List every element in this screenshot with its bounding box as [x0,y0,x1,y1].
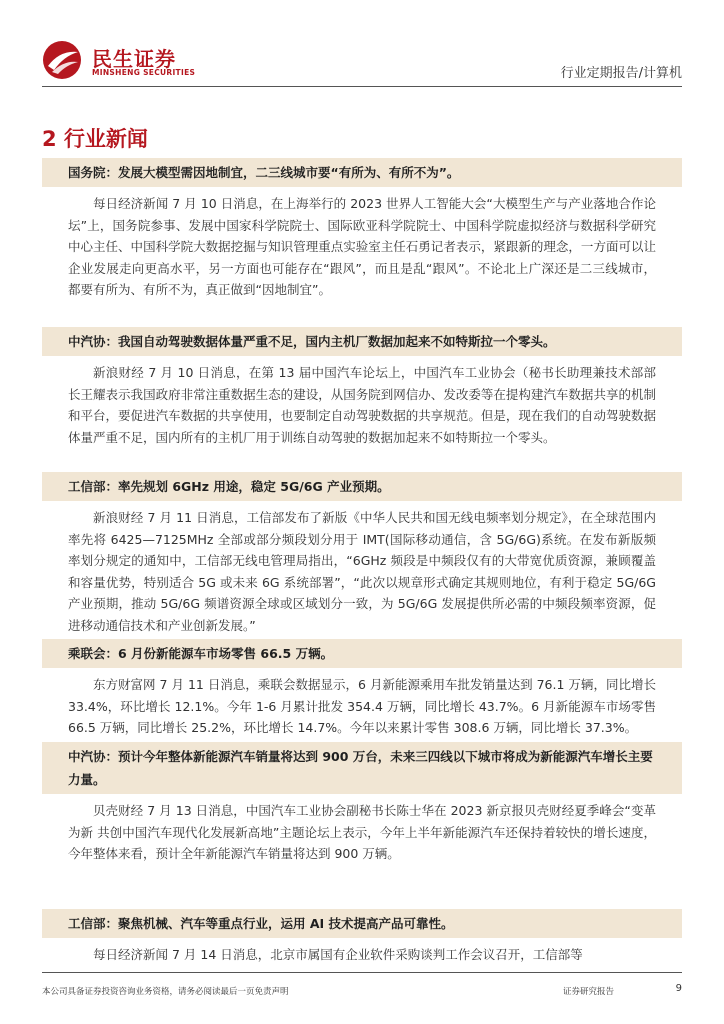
page-header [0,0,724,95]
news-body: 新浪财经 7 月 10 日消息，在第 13 届中国汽车论坛上，中国汽车工业协会（秘书长助理兼技术部部长王耀表示我国政府非常注重数据生态的建设，从国务院到网信办、发改委等在提构建汽车数据共享的机制和平台，要促进汽车数据的共享使用，也要制定自动驾驶数据的共享规范。但是，现在我们的自动驾驶数据体量严重不足，国内所有的主机厂用于训练自动驾驶的数据加起来不如特斯拉一个零头。 [68,365,656,445]
news-body: 东方财富网 7 月 11 日消息，乘联会数据显示，6 月新能源乘用车批发销量达到 76.1 万辆，同比增长 33.4%，环比增长 12.1%。今年 1-6 月累计批发 354.4 万辆，同比增长 43.7%。6 月新能源车市场零售 66.5 万辆，同比增长 25.2%，环比增长 14.7%。今年以来累计零售 308.6 万辆，同比增长 37.3%。 [68,677,656,735]
brand-name-en: MINSHENG SECURITIES [92,68,196,77]
news-item [42,327,682,448]
page-number: 9 [675,983,682,994]
news-title: 工信部：率先规划 6GHz 用途，稳定 5G/6G 产业预期。 [42,472,682,501]
footer-label: 证券研究报告 [563,987,615,997]
report-type: 行业定期报告/计算机 [560,66,682,81]
brand-name-cn: 民生证券 [92,47,176,71]
section-title: 2 行业新闻 [42,127,148,151]
news-title: 国务院：发展大模型需因地制宜，二三线城市要“有所为、有所不为”。 [42,158,682,187]
news-title: 工信部：聚焦机械、汽车等重点行业，运用 AI 技术提高产品可靠性。 [42,909,682,938]
news-body: 每日经济新闻 7 月 10 日消息，在上海举行的 2023 世界人工智能大会“大模型生产与产业落地合作论坛”上，国务院参事、发展中国家科学院院士、国际欧亚科学院院士、中国科学院虚拟经济与数据科学研究中心主任、中国科学院大数据挖掘与知识管理重点实验室主任石勇记者表示，紧跟新的理念，一方面可以让企业发展走向更高水平，另一方面也可能存在“跟风”，而且是乱“跟风”。不论北上广深还是二三线城市，都要有所为、有所不为，真正做到“因地制宜”。 [68,196,656,297]
news-item [42,639,682,739]
footer-disclaimer: 本公司具备证券投资咨询业务资格，请务必阅读最后一页免责声明 [42,987,289,997]
news-title: 乘联会：6 月份新能源车市场零售 66.5 万辆。 [42,639,682,668]
header-divider [42,86,682,87]
news-body: 每日经济新闻 7 月 14 日消息，北京市属国有企业软件采购谈判工作会议召开，工信部等 [93,947,583,962]
footer-divider [42,972,682,973]
minsheng-logo-icon [42,40,82,80]
news-body: 贝壳财经 7 月 13 日消息，中国汽车工业协会副秘书长陈士华在 2023 新京报贝壳财经夏季峰会“变革为新 共创中国汽车现代化发展新高地”主题论坛上表示，今年上半年新能源汽车还保持着较快的增长速度，今年整体来看，预计全年新能源汽车销量将达到 900 万辆。 [68,803,656,861]
news-body: 新浪财经 7 月 11 日消息，工信部发布了新版《中华人民共和国无线电频率划分规定》，在全球范围内率先将 6425—7125MHz 全部或部分频段划分用于 IMT(国际移动通信，含 5G/6G)系统。在发布新版频率划分规定的通知中，工信部无线电管理局指出，“6GHz 频段是中频段仅有的大带宽优质资源，兼顾覆盖和容量优势，特别适合 5G 或未来 6G 系统部署”，“此次以规章形式确定其规则地位，有利于稳定 5G/6G 产业预期，推动 5G/6G 频谱资源全球或区域划分一致，为 5G/6G 发展提供所必需的中频段频率资源，促进移动通信技术和产业创新发展。” [68,510,656,633]
news-title: 中汽协：预计今年整体新能源汽车销量将达到 900 万台，未来三四线以下城市将成为新能源汽车增长主要力量。 [42,742,682,794]
news-item [42,742,682,865]
news-item [42,909,682,966]
news-title: 中汽协：我国自动驾驶数据体量严重不足，国内主机厂数据加起来不如特斯拉一个零头。 [42,327,682,356]
news-item [42,472,682,636]
news-item [42,158,682,301]
